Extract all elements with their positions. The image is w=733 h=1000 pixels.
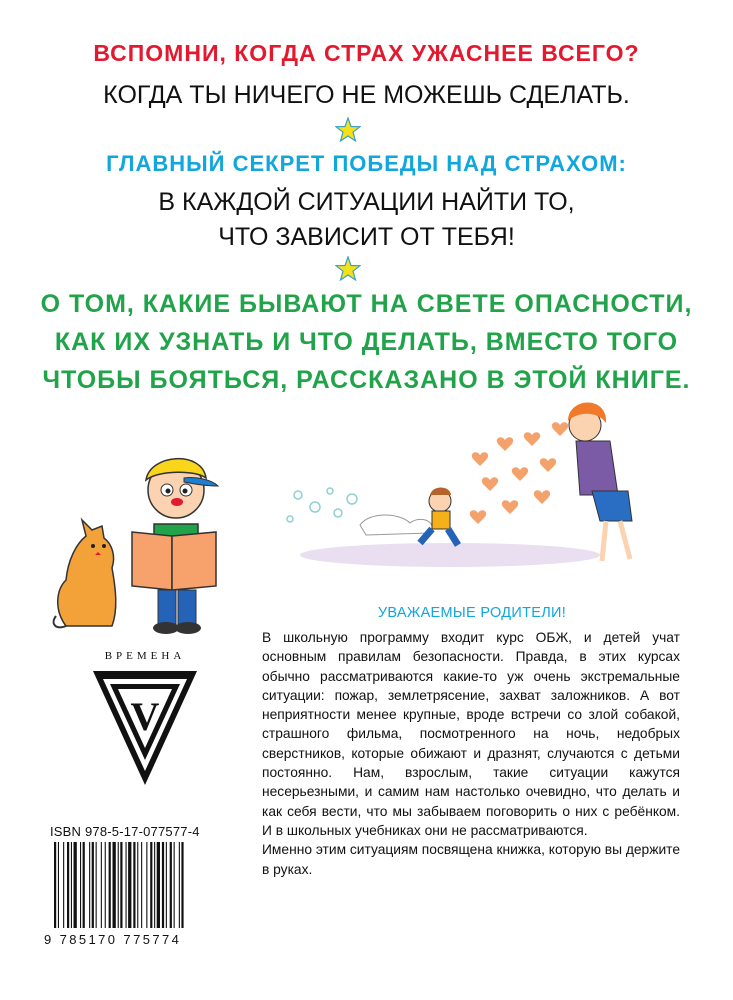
green-line-1: О ТОМ, КАКИЕ БЫВАЮТ НА СВЕТЕ ОПАСНОСТИ, (40, 290, 693, 318)
barcode-bar (71, 842, 72, 928)
green-line-3: ЧТОБЫ БОЯТЬСЯ, РАССКАЗАНО В ЭТОЙ КНИГЕ. (42, 366, 691, 394)
barcode-bar (89, 842, 90, 928)
parents-text (262, 628, 680, 879)
headline-answer-1: КОГДА ТЫ НИЧЕГО НЕ МОЖЕШЬ СДЕЛАТЬ. (103, 81, 630, 109)
barcode-bar (83, 842, 85, 928)
barcode-bar (67, 842, 69, 928)
barcode-bar (74, 842, 77, 928)
headline-question-2: ГЛАВНЫЙ СЕКРЕТ ПОБЕДЫ НАД СТРАХОМ: (106, 151, 627, 176)
barcode-digits: 9 785170 775774 (44, 932, 182, 947)
barcode-bar (174, 842, 175, 928)
barcode-bar (162, 842, 164, 928)
hearts-decoration (470, 422, 568, 524)
barcode-bar (109, 842, 111, 928)
headline-answer-2-line-1: В КАЖДОЙ СИТУАЦИИ НАЙТИ ТО, (158, 188, 575, 216)
barcode-bar (101, 842, 102, 928)
parents-paragraph-2: Именно этим ситуациям посвящена книжка, которую вы держите в руках. (262, 842, 680, 877)
publisher-logo-letter: V (130, 694, 160, 739)
running-child-illustration (280, 395, 660, 575)
barcode-bar (120, 842, 122, 928)
barcode-bar (58, 842, 59, 928)
headline-answer-2-line-2: ЧТО ЗАВИСИТ ОТ ТЕБЯ! (218, 223, 515, 251)
isbn-label: ISBN 978-5-17-077577-4 (50, 824, 200, 839)
star-icon (335, 117, 361, 143)
barcode-bar (54, 842, 56, 928)
barcode-bar (166, 842, 167, 928)
parents-paragraph-1: В школьную программу входит курс ОБЖ, и детей учат основным правилам безопасности. Правда, в этих курсах обычно рассматриваются какие-то уж очень экстремальные ситуации: пожар, землетрясение, захват заложников. А вот неприятности менее крупные, вроде встречи со злой собакой, страшного фильма, посмотренного на ночь, недобрых сверстников, которые обижают и дразнят, случаются с детьми постоянно. Нам, взрослым, такие ситуации кажутся несерьезными, и самим нам настолько очевидно, что делать и как себя вести, что мы забываем поговорить о них с ребёнком. И в школьных учебниках они не рассматриваются. (262, 630, 680, 838)
publisher-name: ВРЕМЕНА (104, 650, 186, 662)
headline-question-1: ВСПОМНИ, КОГДА СТРАХ УЖАСНЕЕ ВСЕГО? (93, 40, 640, 66)
star-icon (335, 256, 361, 282)
barcode-bar (113, 842, 116, 928)
green-line-2: КАК ИХ УЗНАТЬ И ЧТО ДЕЛАТЬ, ВМЕСТО ТОГО (54, 328, 679, 356)
barcode-bar (170, 842, 172, 928)
barcode-bar (150, 842, 152, 928)
barcode-bar (80, 842, 81, 928)
barcode-bar (179, 842, 180, 928)
barcode-bar (133, 842, 135, 928)
barcode-bar (157, 842, 160, 928)
publisher-logo (90, 668, 200, 788)
cat-illustration (54, 520, 116, 627)
barcode-bar (63, 842, 64, 928)
barcode (52, 842, 224, 932)
barcode-bar (146, 842, 147, 928)
bubbles-decoration (287, 488, 357, 522)
barcode-bar (154, 842, 155, 928)
barcode-bar (137, 842, 138, 928)
barcode-bar (105, 842, 106, 928)
boy-reading-illustration (46, 440, 246, 640)
barcode-bar (141, 842, 142, 928)
barcode-bar (181, 842, 183, 928)
barcode-bar (96, 842, 97, 928)
parents-title: УВАЖАЕМЫЕ РОДИТЕЛИ! (377, 605, 567, 621)
barcode-bar (118, 842, 119, 928)
barcode-bar (92, 842, 94, 928)
barcode-bar (128, 842, 131, 928)
barcode-bar (126, 842, 127, 928)
